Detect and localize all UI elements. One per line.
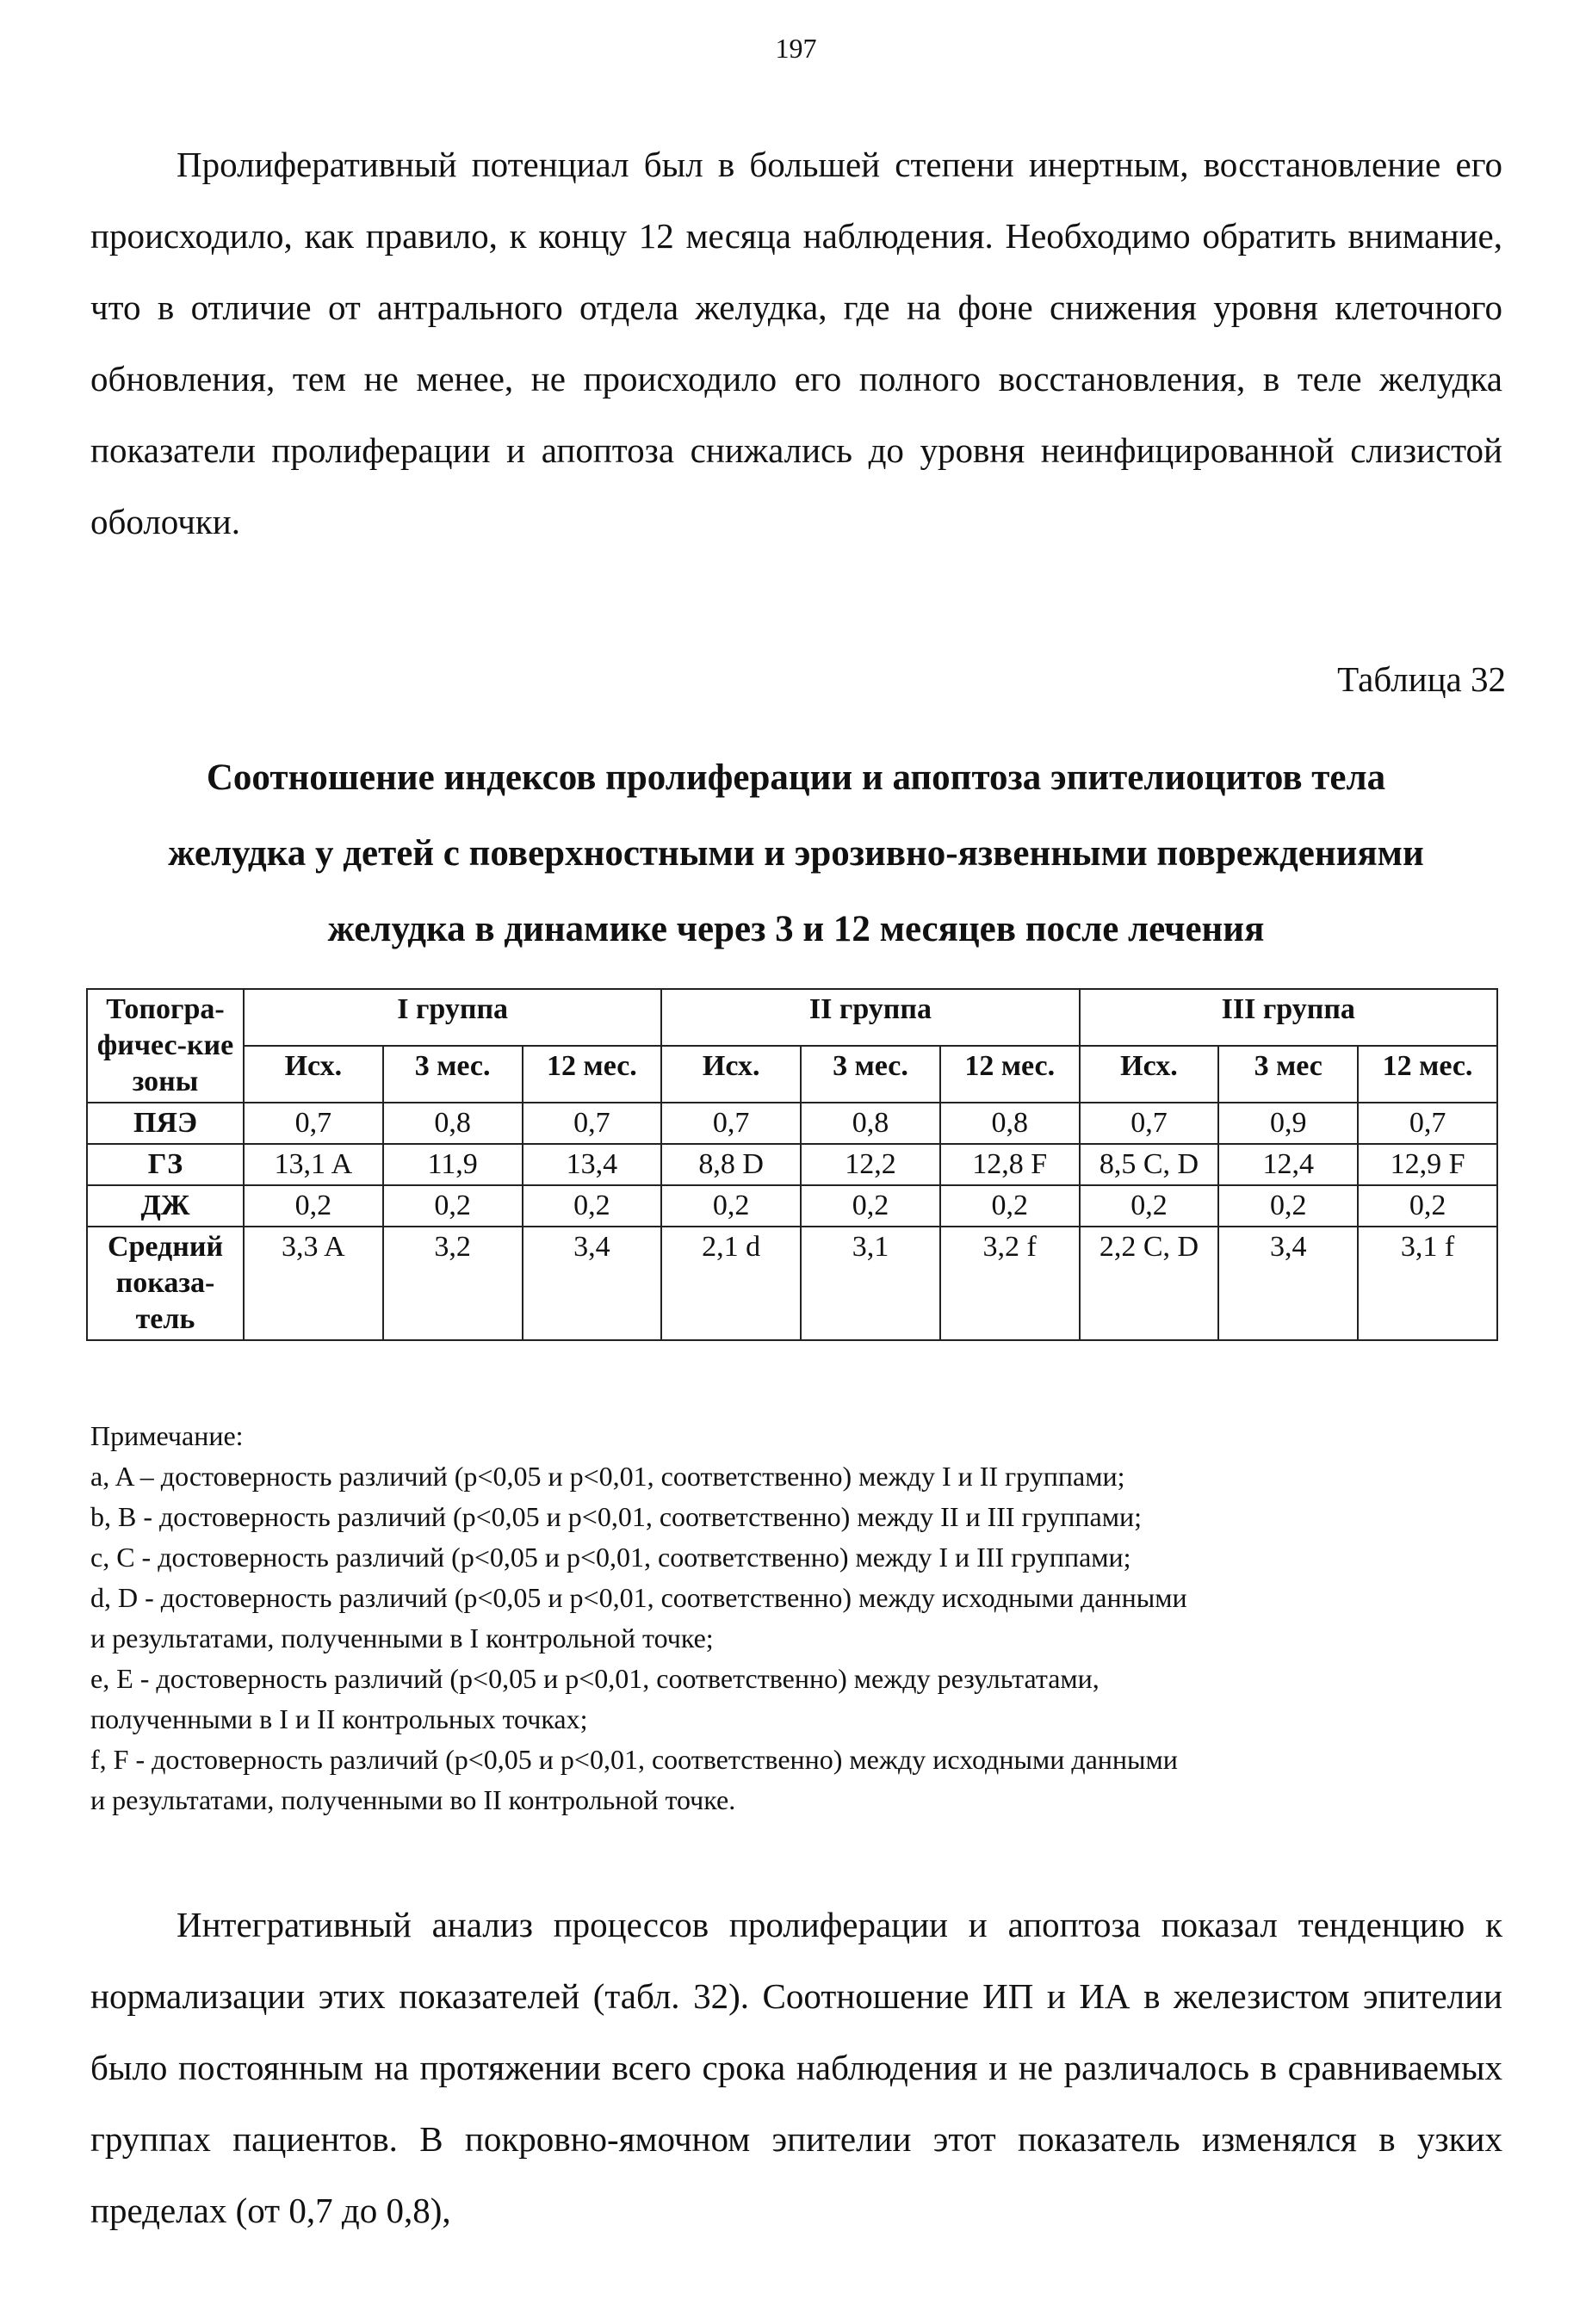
value-cell: 0,7 — [244, 1103, 383, 1144]
period-header: Исх. — [244, 1046, 383, 1103]
period-header: 12 мес. — [1358, 1046, 1497, 1103]
note-line: и результатами, полученными во II контрольной точке. — [90, 1784, 736, 1815]
value-cell: 3,1 — [801, 1227, 940, 1340]
note-line: b, B - достоверность различий (p<0,05 и p<0,01, соответственно) между II и III группами; — [90, 1501, 1142, 1532]
table-header-row — [87, 989, 1497, 1046]
value-cell: 0,2 — [1218, 1185, 1358, 1227]
value-cell: 12,4 — [1218, 1144, 1358, 1185]
zone-cell: ГЗ — [87, 1144, 244, 1185]
zone-column-header: Топогра-фичес-кие зоны — [87, 989, 244, 1103]
period-header: 12 мес. — [940, 1046, 1080, 1103]
notes-heading: Примечание: — [90, 1420, 244, 1451]
group-header: III группа — [1080, 989, 1497, 1046]
note-line: e, E - достоверность различий (p<0,05 и p<0,01, соответственно) между результатами, — [90, 1663, 1100, 1694]
note-line: и результатами, полученными в I контрольной точке; — [90, 1622, 714, 1653]
table-title-line: желудка у детей с поверхностными и эрозивно-язвенными повреждениями — [168, 833, 1424, 874]
value-cell: 0,2 — [801, 1185, 940, 1227]
value-cell: 13,1 A — [244, 1144, 383, 1185]
table-title-line: желудка в динамике через 3 и 12 месяцев после лечения — [327, 909, 1265, 949]
note-line: a, A – достоверность различий (p<0,05 и p<0,01, соответственно) между I и II группами; — [90, 1461, 1125, 1492]
value-cell: 0,8 — [940, 1103, 1080, 1144]
table-label: Таблица 32 — [1337, 659, 1506, 699]
period-header: Исх. — [1080, 1046, 1219, 1103]
value-cell: 8,8 D — [661, 1144, 801, 1185]
zone-cell: Средний показа-тель — [87, 1227, 244, 1340]
table-notes — [90, 1416, 1520, 1820]
value-cell: 3,2 — [383, 1227, 523, 1340]
value-cell: 0,7 — [1358, 1103, 1497, 1144]
value-cell: 0,8 — [383, 1103, 523, 1144]
value-cell: 2,2 C, D — [1080, 1227, 1219, 1340]
value-cell: 12,9 F — [1358, 1144, 1497, 1185]
table-row — [87, 1144, 1497, 1185]
note-line: d, D - достоверность различий (p<0,05 и p<0,01, соответственно) между исходными данными — [90, 1582, 1187, 1613]
value-cell: 0,2 — [661, 1185, 801, 1227]
value-cell: 0,8 — [801, 1103, 940, 1144]
value-cell: 13,4 — [523, 1144, 662, 1185]
value-cell: 3,1 f — [1358, 1227, 1497, 1340]
value-cell: 0,2 — [383, 1185, 523, 1227]
period-header: 12 мес. — [523, 1046, 662, 1103]
period-header: 3 мес. — [383, 1046, 523, 1103]
table-subheader-row — [87, 1046, 1497, 1103]
value-cell: 0,7 — [661, 1103, 801, 1144]
table-title — [0, 740, 1592, 967]
zone-cell: ПЯЭ — [87, 1103, 244, 1144]
value-cell: 3,3 A — [244, 1227, 383, 1340]
period-header: 3 мес. — [801, 1046, 940, 1103]
value-cell: 3,2 f — [940, 1227, 1080, 1340]
value-cell: 8,5 C, D — [1080, 1144, 1219, 1185]
table-row — [87, 1185, 1497, 1227]
value-cell: 12,2 — [801, 1144, 940, 1185]
value-cell: 11,9 — [383, 1144, 523, 1185]
value-cell: 3,4 — [1218, 1227, 1358, 1340]
value-cell: 0,2 — [523, 1185, 662, 1227]
group-header: II группа — [661, 989, 1079, 1046]
zone-cell: ДЖ — [87, 1185, 244, 1227]
paragraph-proliferative-potential: Пролиферативный потенциал был в большей степени инертным, восстановление его происходило, как правило, к концу 12 месяца наблюдения. Необходимо обратить внимание, что в отличие от антрального отдела желудка, где на фоне снижения уровня клеточного обновления, тем не менее, не происходило его полного восстановления, в теле желудка показатели пролиферации и апоптоза снижались до уровня неинфицированной слизистой оболочки. — [90, 145, 1502, 541]
table-row — [87, 1227, 1497, 1340]
value-cell: 12,8 F — [940, 1144, 1080, 1185]
note-line: c, C - достоверность различий (p<0,05 и p<0,01, соответственно) между I и III группами; — [90, 1542, 1131, 1573]
value-cell: 0,7 — [523, 1103, 662, 1144]
data-table — [86, 988, 1498, 1341]
note-line: полученными в I и II контрольных точках; — [90, 1703, 588, 1734]
value-cell: 0,9 — [1218, 1103, 1358, 1144]
table-row — [87, 1103, 1497, 1144]
value-cell: 3,4 — [523, 1227, 662, 1340]
period-header: 3 мес — [1218, 1046, 1358, 1103]
value-cell: 0,2 — [1080, 1185, 1219, 1227]
note-line: f, F - достоверность различий (p<0,05 и p<0,01, соответственно) между исходными данными — [90, 1744, 1178, 1775]
group-header: I группа — [244, 989, 661, 1046]
value-cell: 0,2 — [940, 1185, 1080, 1227]
value-cell: 0,7 — [1080, 1103, 1219, 1144]
page-number: 197 — [775, 33, 817, 64]
value-cell: 2,1 d — [661, 1227, 801, 1340]
period-header: Исх. — [661, 1046, 801, 1103]
paragraph-integrative-analysis: Интегративный анализ процессов пролиферации и апоптоза показал тенденцию к нормализации этих показателей (табл. 32). Соотношение ИП и ИА в железистом эпителии было постоянным на протяжении всего срока наблюдения и не различалось в сравниваемых группах пациентов. В покровно-ямочном эпителии этот показатель изменялся в узких пределах (от 0,7 до 0,8), — [90, 1905, 1502, 2230]
value-cell: 0,2 — [1358, 1185, 1497, 1227]
table-title-line: Соотношение индексов пролиферации и апоптоза эпителиоцитов тела — [206, 757, 1386, 798]
value-cell: 0,2 — [244, 1185, 383, 1227]
